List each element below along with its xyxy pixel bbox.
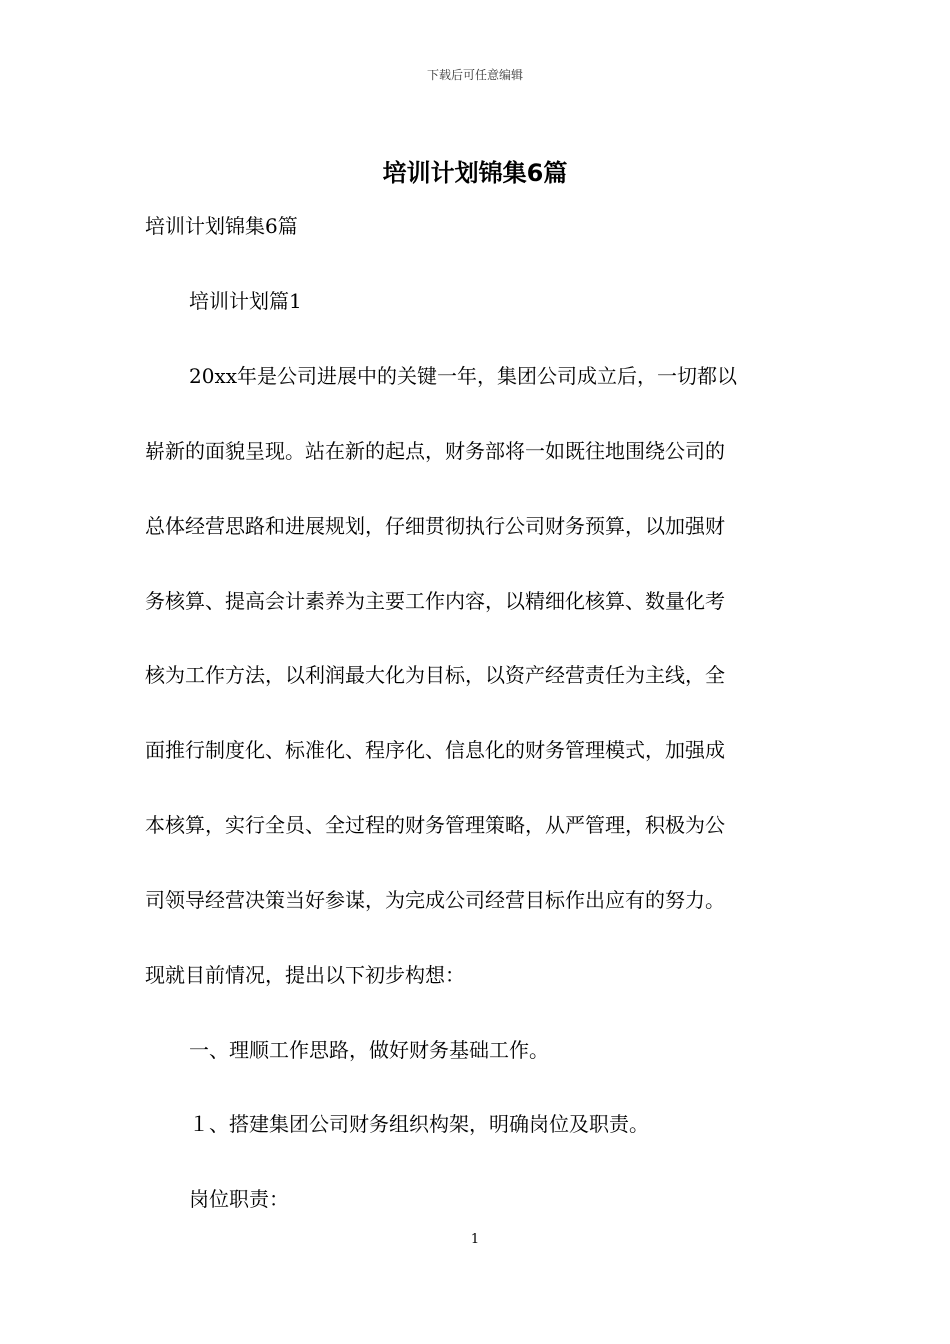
paragraph-line: 崭新的面貌呈现。站在新的起点，财务部将一如既往地围绕公司的 (145, 439, 725, 463)
list-item: １、搭建集团公司财务组织构架，明确岗位及职责。 (189, 1112, 649, 1136)
list-item-heading: 一、理顺工作思路，做好财务基础工作。 (189, 1038, 549, 1062)
paragraph-line: 本核算，实行全员、全过程的财务管理策略，从严管理，积极为公 (145, 813, 725, 837)
page-number: 1 (470, 1232, 480, 1247)
paragraph-line: 司领导经营决策当好参谋，为完成公司经营目标作出应有的努力。 (145, 888, 725, 912)
paragraph-line: 核为工作方法，以利润最大化为目标，以资产经营责任为主线，全 (145, 663, 725, 687)
paragraph-line: 面推行制度化、标准化、程序化、信息化的财务管理模式，加强成 (145, 738, 725, 762)
paragraph-line: 务核算、提高会计素养为主要工作内容，以精细化核算、数量化考 (145, 589, 725, 613)
paragraph-line: 总体经营思路和进展规划，仔细贯彻执行公司财务预算，以加强财 (145, 514, 725, 538)
section-heading: 培训计划篇1 (189, 289, 302, 313)
paragraph-line: 20xx年是公司进展中的关键一年，集团公司成立后，一切都以 (189, 364, 738, 388)
document-subtitle: 培训计划锦集6篇 (145, 214, 298, 238)
list-item-label: 岗位职责： (189, 1187, 289, 1211)
document-title: 培训计划锦集6篇 (382, 159, 568, 187)
page-header-note: 下载后可任意编辑 (426, 68, 523, 82)
paragraph-line: 现就目前情况，提出以下初步构想： (145, 963, 465, 987)
